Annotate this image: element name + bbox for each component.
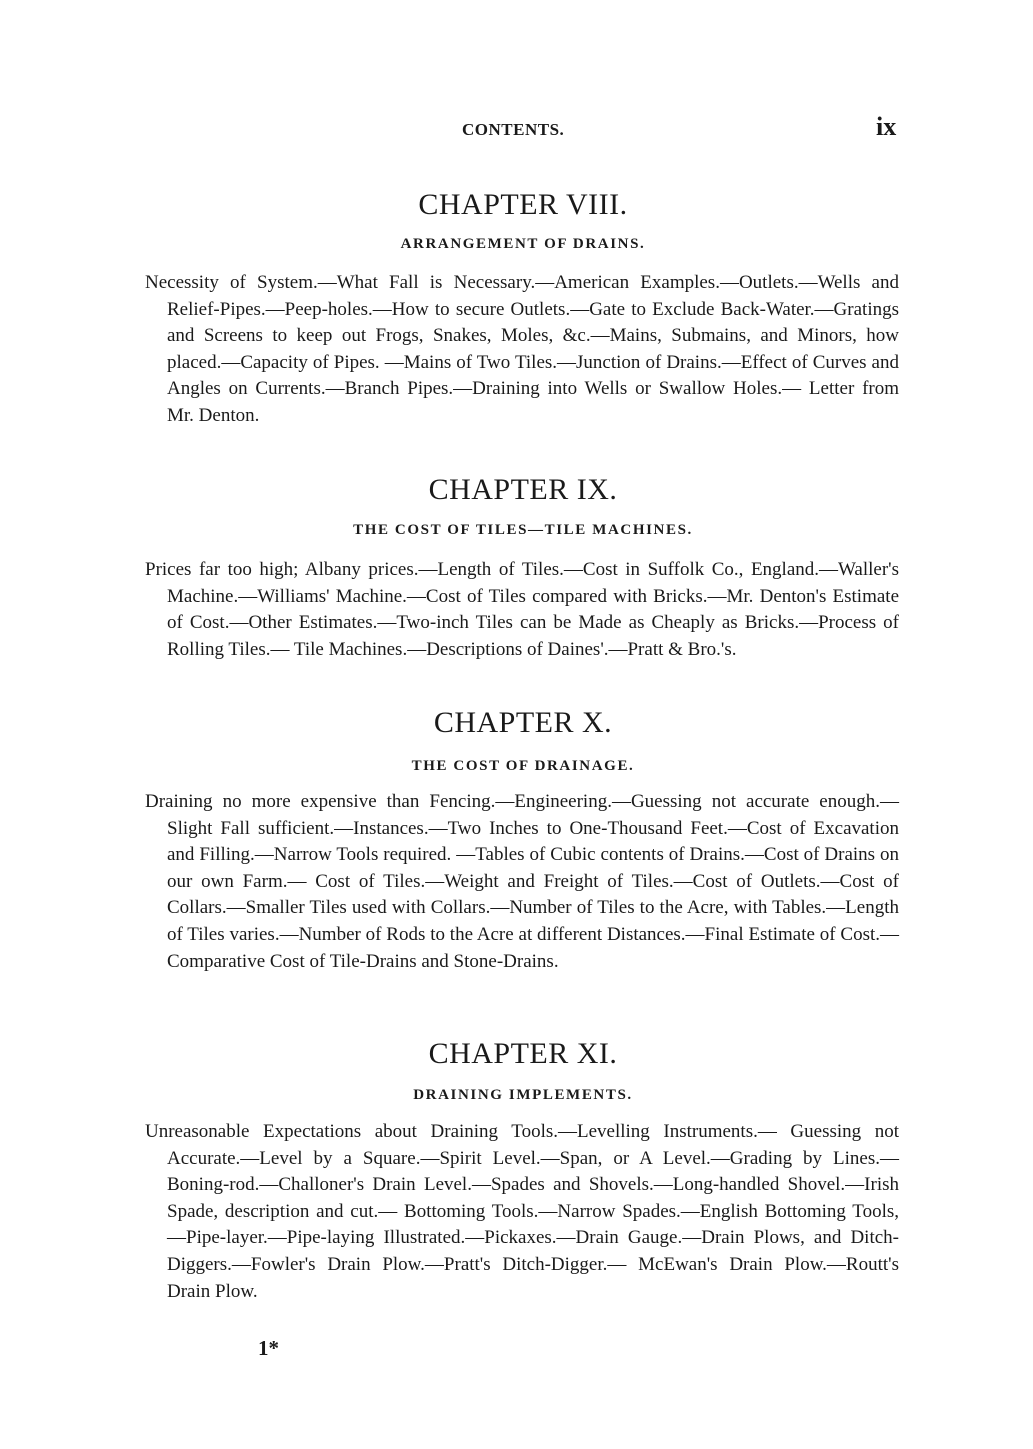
chapter-summary: Prices far too high; Albany prices.—Length of Tiles.—Cost in Suffolk Co., England.—Waller's Machine.—Williams' Machine.—Cost of Tiles compared with Bricks.—Mr. Denton's Estimate of Cost.—Other Estimates.—Two-inch Tiles can be Made as Cheaply as Bricks.—Process of Rolling Tiles.— Tile Machines.—Descriptions of Daines'.—Pratt & Bro.'s.: [145, 559, 899, 660]
chapter-title: CHAPTER VIII.: [418, 188, 628, 221]
chapter-title: CHAPTER XI.: [428, 1037, 618, 1070]
page-number: ix: [876, 112, 897, 141]
chapter-summary: Draining no more expensive than Fencing.—Engineering.—Guessing not accurate enough.—Slight Fall sufficient.—Instances.—Two Inches to One-Thousand Feet.—Cost of Excavation and Filling.—Narrow Tools required. —Tables of Cubic contents of Drains.—Cost of Drains on our own Farm.— Cost of Tiles.—Weight and Freight of Tiles.—Cost of Outlets.—Cost of Collars.—Smaller Tiles used with Collars.—Number of Tiles to the Acre, with Tables.—Length of Tiles varies.—Number of Rods to the Acre at different Distances.—Final Estimate of Cost.—Comparative Cost of Tile-Drains and Stone-Drains.: [145, 791, 899, 972]
signature-mark: 1*: [258, 1336, 279, 1360]
chapter-title: CHAPTER X.: [433, 706, 613, 739]
chapter-subtitle: THE COST OF TILES—TILE MACHINES.: [353, 522, 693, 538]
chapter-subtitle: DRAINING IMPLEMENTS.: [413, 1087, 633, 1103]
chapter-summary: Unreasonable Expectations about Draining Tools.—Levelling Instruments.— Guessing not Accurate.—Level by a Square.—Spirit Level.—Span, or A Level.—Grading by Lines.—Boning-rod.—Challoner's Drain Level.—Spades and Shovels.—Long-handled Shovel.—Irish Spade, description and cut.— Bottoming Tools.—Narrow Spades.—English Bottoming Tools,—Pipe-layer.—Pipe-laying Illustrated.—Pickaxes.—Drain Gauge.—Drain Plows, and Ditch-Diggers.—Fowler's Drain Plow.—Pratt's Ditch-Digger.— McEwan's Drain Plow.—Routt's Drain Plow.: [145, 1121, 899, 1302]
running-title: CONTENTS.: [462, 120, 565, 139]
chapter-title: CHAPTER IX.: [428, 473, 618, 506]
chapter-subtitle: THE COST OF DRAINAGE.: [411, 758, 635, 774]
chapter-subtitle: ARRANGEMENT OF DRAINS.: [400, 236, 646, 252]
chapter-summary: Necessity of System.—What Fall is Necessary.—American Examples.—Outlets.—Wells and Relief-Pipes.—Peep-holes.—How to secure Outlets.—Gate to Exclude Back-Water.—Gratings and Screens to keep out Frogs, Snakes, Moles, &c.—Mains, Submains, and Minors, how placed.—Capacity of Pipes. —Mains of Two Tiles.—Junction of Drains.—Effect of Curves and Angles on Currents.—Branch Pipes.—Draining into Wells or Swallow Holes.— Letter from Mr. Denton.: [145, 272, 899, 426]
page-header: [0, 112, 1033, 148]
